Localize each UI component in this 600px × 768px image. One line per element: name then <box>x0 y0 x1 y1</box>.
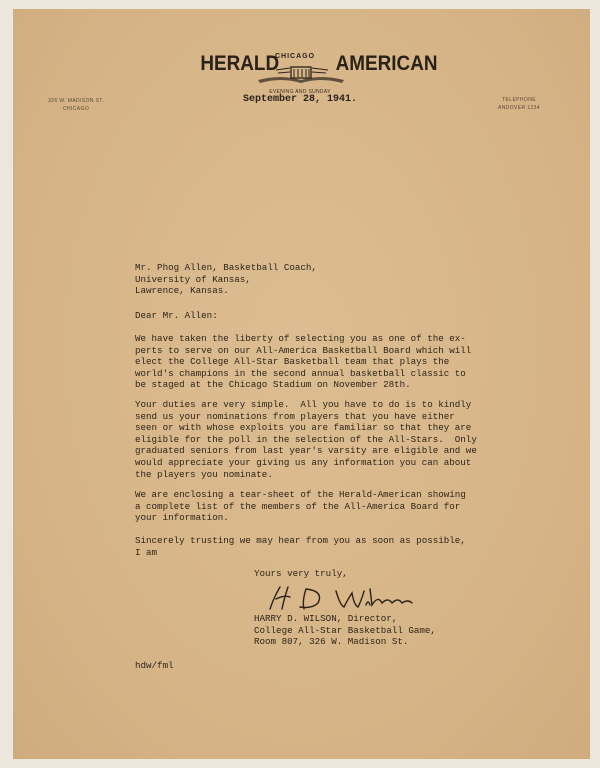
text-line: I am <box>135 546 158 558</box>
text-line: world's champions in the second annual basketball classic to <box>135 367 466 379</box>
recipient-line: Lawrence, Kansas. <box>135 285 229 297</box>
reference-initials: hdw/fml <box>135 660 174 671</box>
text-line: your information. <box>135 512 229 524</box>
text-line: graduated seniors from last year's varsity are eligible and we <box>135 445 477 457</box>
text-line: elect the College All-Star Basketball team that plays the <box>135 356 450 368</box>
paragraph-4 <box>135 535 466 558</box>
text-line: Your duties are very simple. All you have to do is to kindly <box>135 399 472 410</box>
text-line: We are enclosing a tear-sheet of the Herald-American showing <box>135 489 466 500</box>
text-line: Sincerely trusting we may hear from you as soon as possible, <box>135 535 466 546</box>
recipient-address <box>135 262 317 297</box>
text-line: the players you nominate. <box>135 468 273 480</box>
edition-label: EVENING AND SUNDAY <box>269 89 331 95</box>
address-line: CHICAGO <box>62 106 90 112</box>
masthead-american: AMERICAN <box>335 52 438 75</box>
paragraph-2 <box>135 399 477 480</box>
text-line: We have taken the liberty of selecting you as one of the ex- <box>135 333 466 344</box>
text-line: send us your nominations from players that you have either <box>135 410 455 422</box>
letter-date: September 28, 1941. <box>242 94 358 105</box>
recipient-line: University of Kansas, <box>135 273 251 285</box>
masthead-city: CHICAGO <box>275 53 316 60</box>
signer-line: Room 807, 326 W. Madison St. <box>254 636 409 648</box>
recipient-line: Mr. Phog Allen, Basketball Coach, <box>135 262 317 273</box>
address-line: 326 W. MADISON ST. <box>48 98 105 104</box>
phone-line: TELEPHONE <box>502 97 536 103</box>
text-line: would appreciate your giving us any information you can about <box>135 456 472 468</box>
text-line: perts to serve on our All-America Basketball Board which will <box>135 344 472 356</box>
phone-line: ANDOVER 1234 <box>498 105 541 111</box>
handwritten-signature <box>262 583 422 613</box>
eagle-emblem-icon <box>256 64 346 86</box>
text-line: seen or with whose exploits you are familiar so that they are <box>135 422 472 434</box>
text-line: a complete list of the members of the All-America Board for <box>135 500 461 512</box>
signer-line: College All-Star Basketball Game, <box>254 624 436 636</box>
text-line: be staged at the Chicago Stadium on November 28th. <box>135 379 411 391</box>
signer-line: HARRY D. WILSON, Director, <box>254 613 398 624</box>
masthead-herald: HERALD <box>200 52 280 75</box>
salutation: Dear Mr. Allen: <box>135 310 218 321</box>
closing: Yours very truly, <box>254 568 348 579</box>
paragraph-3 <box>135 489 466 524</box>
signer-block <box>254 613 436 648</box>
paragraph-1 <box>135 333 471 391</box>
text-line: eligible for the poll in the selection of the All-Stars. Only <box>135 433 477 445</box>
